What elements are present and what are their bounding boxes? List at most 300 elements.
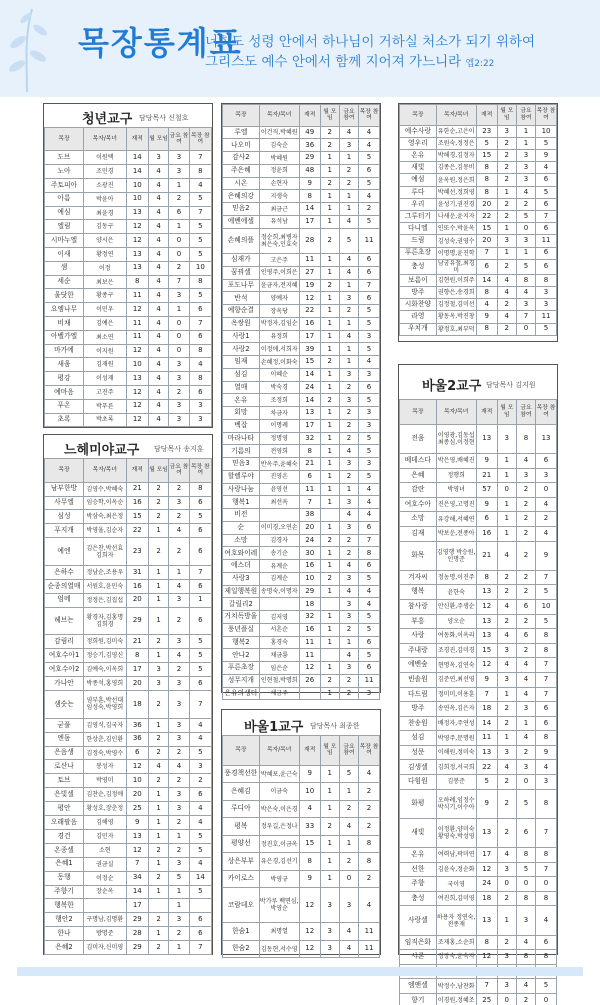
cell-monthly: 3 [497, 125, 516, 137]
table-row [223, 266, 380, 279]
cell-friday: 0 [169, 330, 189, 344]
cell-monthly: 1 [320, 585, 339, 598]
cell-group: 비전 [223, 509, 260, 522]
table-row [400, 993, 557, 1005]
cell-friday: 3 [339, 888, 358, 923]
table-row [223, 598, 380, 611]
cell-leader: 윤금자,전지혜 [259, 279, 299, 292]
cell-group-attend: 8 [359, 853, 380, 871]
cell-leader: 이미경,오연손 [259, 521, 299, 534]
cell-enrolled: 15 [299, 835, 320, 853]
cell-leader: 이성재 [83, 372, 126, 386]
cell-monthly: 1 [148, 927, 168, 941]
cell-group: 샘숫는 [45, 691, 84, 719]
section-right-continued [398, 103, 558, 342]
column-header: 재적 [126, 128, 148, 151]
table-row [400, 818, 557, 847]
cell-enrolled: 13 [126, 372, 148, 386]
cell-group-attend: 6 [189, 538, 211, 566]
cell-friday: 2 [169, 774, 189, 788]
cell-group: 새빛 [400, 818, 437, 847]
cell-monthly: 1 [320, 266, 339, 279]
cell-monthly: 1 [320, 458, 339, 471]
cell-group-attend: 3 [359, 458, 380, 471]
cell-enrolled: 9 [476, 454, 497, 469]
cell-friday: 3 [169, 496, 189, 510]
leaf-branch-icon [2, 4, 52, 94]
cell-group-attend: 7 [359, 279, 380, 292]
cell-enrolled: 30 [299, 547, 320, 560]
cell-group-attend: 6 [189, 524, 211, 538]
cell-group-attend: 3 [359, 407, 380, 420]
section-title: 바울2교구 [422, 379, 482, 394]
cell-group-attend: 4 [536, 526, 557, 541]
cell-monthly: 4 [497, 541, 516, 570]
cell-group: 예엔 [45, 538, 84, 566]
cell-leader: 김현원,이희주 [436, 274, 476, 286]
column-header: 목장 참여 [189, 128, 211, 151]
cell-monthly: 1 [320, 611, 339, 624]
cell-leader: 양시은 [83, 234, 126, 248]
cell-monthly: 3 [497, 235, 516, 247]
cell-group-attend: 7 [189, 941, 211, 955]
cell-friday: 3 [169, 802, 189, 816]
cell-friday: 3 [516, 906, 535, 935]
cell-enrolled: 20 [476, 198, 497, 210]
cell-enrolled: 31 [126, 565, 148, 579]
table-row [223, 330, 380, 343]
cell-enrolled: 38 [299, 509, 320, 522]
cell-enrolled: 10 [126, 179, 148, 193]
cell-friday: 2 [169, 538, 189, 566]
cell-enrolled: 26 [299, 674, 320, 687]
cell-monthly [320, 649, 339, 662]
cell-group: 안나2 [223, 649, 260, 662]
cell-group: 은빛셀 [45, 788, 84, 802]
cell-monthly: 1 [497, 247, 516, 259]
cell-leader: 장순옥 [83, 885, 126, 899]
table-row [400, 454, 557, 469]
cell-friday: 3 [516, 174, 535, 186]
cell-group-attend: 5 [189, 289, 211, 303]
header-banner [0, 0, 600, 97]
cell-monthly: 2 [320, 139, 339, 152]
cell-group: 엠앤셀 [400, 979, 437, 994]
cell-leader: 배정자,주연성 [436, 716, 476, 731]
cell-enrolled: 11 [299, 636, 320, 649]
cell-leader: 정장숙,윤숙자 [436, 950, 476, 965]
stats-table [44, 127, 212, 427]
cell-enrolled: 12 [126, 386, 148, 400]
cell-group: 노아 [45, 165, 84, 179]
cell-group: 엔돔 [45, 732, 84, 746]
cell-friday: 3 [169, 289, 189, 303]
cell-enrolled: 8 [476, 323, 497, 335]
table-row [45, 206, 212, 220]
cell-monthly: 1 [320, 835, 339, 853]
cell-friday: 1 [339, 152, 358, 165]
table-row [400, 198, 557, 210]
cell-leader: 봉성자 [83, 760, 126, 774]
cell-enrolled: 15 [299, 356, 320, 369]
cell-friday: 4 [339, 126, 358, 139]
cell-leader: 현명옥,김연숙 [436, 658, 476, 673]
cell-group: 초록 [45, 413, 84, 427]
cell-leader: 유강해,서혜연 [436, 512, 476, 527]
cell-monthly: 3 [320, 888, 339, 923]
cell-enrolled: 29 [126, 913, 148, 927]
cell-monthly: 2 [320, 177, 339, 190]
cell-friday: 3 [516, 162, 535, 174]
cell-group: 나오미 [223, 139, 260, 152]
cell-friday: 3 [339, 572, 358, 585]
cell-leader: 하용자 정연숙,전종재 [436, 906, 476, 935]
table-row [45, 165, 212, 179]
cell-group: 예섬 [400, 174, 437, 186]
column-header: 목자/목녀 [436, 400, 476, 425]
cell-enrolled: 24 [299, 534, 320, 547]
column-header: 목자/목녀 [83, 459, 126, 483]
table-header-row [223, 105, 380, 127]
cell-enrolled: 14 [476, 716, 497, 731]
cell-enrolled: 13 [476, 424, 497, 453]
column-header: 목장 참여 [536, 400, 557, 425]
table-row [400, 731, 557, 746]
table-row [223, 177, 380, 190]
cell-group: 전움 [400, 424, 437, 453]
cell-leader: 정진호,이금옥 [259, 835, 299, 853]
cell-group-attend: 8 [189, 344, 211, 358]
cell-enrolled: 12 [299, 923, 320, 941]
cell-friday: 1 [516, 716, 535, 731]
cell-group: 포도나무 [223, 279, 260, 292]
cell-leader: 조원숙,정정은 [436, 137, 476, 149]
table-row [45, 538, 212, 566]
column-header: 재적 [299, 736, 320, 766]
cell-group: 여호수아2 [45, 663, 84, 677]
table-row [400, 614, 557, 629]
table-header-row [223, 736, 380, 766]
cell-enrolled: 13 [126, 248, 148, 262]
cell-group-attend: 8 [189, 165, 211, 179]
cell-enrolled: 12 [299, 662, 320, 675]
table-row [400, 526, 557, 541]
cell-leader: 박가루 백면심,박영순 [259, 888, 299, 923]
cell-monthly: 4 [148, 289, 168, 303]
cell-group: 섬김 [223, 368, 260, 381]
table-row [223, 458, 380, 471]
cell-leader: 박혜원 [259, 152, 299, 165]
cell-group-attend: 8 [189, 372, 211, 386]
cell-group-attend: 10 [536, 599, 557, 614]
table-row [400, 299, 557, 311]
cell-enrolled: 12 [299, 940, 320, 958]
cell-group: 한숨1 [223, 923, 260, 941]
cell-leader: 정남순,조용우 [83, 565, 126, 579]
column-header: 금요 참여 [516, 400, 535, 425]
cell-friday: 4 [339, 445, 358, 458]
cell-enrolled: 13 [476, 745, 497, 760]
cell-enrolled: 29 [299, 152, 320, 165]
cell-monthly: 4 [148, 275, 168, 289]
cell-group: 예향순결 [223, 305, 260, 318]
cell-group: 성문 [400, 745, 437, 760]
cell-leader: 이영광,김동섭 최종심,이정현 [436, 424, 476, 453]
cell-monthly: 4 [148, 358, 168, 372]
cell-leader: 권향은,송경희 [436, 286, 476, 298]
cell-group-attend: 3 [536, 299, 557, 311]
cell-monthly: 2 [148, 635, 168, 649]
table-row [45, 192, 212, 206]
cell-group-attend: 5 [359, 470, 380, 483]
cell-group-attend: 4 [359, 483, 380, 496]
cell-group: 거치독방울 [223, 611, 260, 624]
cell-group-attend: 8 [359, 835, 380, 853]
cell-enrolled: 7 [299, 496, 320, 509]
cell-enrolled: 32 [299, 432, 320, 445]
cell-friday: 0 [169, 344, 189, 358]
table-row [223, 279, 380, 292]
column-header: 목장 [400, 105, 437, 126]
cell-monthly: 1 [320, 152, 339, 165]
cell-group-attend: 5 [359, 215, 380, 228]
cell-group: 평강 [45, 372, 84, 386]
cell-friday: 5 [516, 259, 535, 274]
table-row [45, 663, 212, 677]
cell-group: 참사랑 [400, 599, 437, 614]
cell-group: 마가에 [45, 344, 84, 358]
cell-leader: 여력남,곽미연 [436, 848, 476, 863]
cell-group-attend: 5 [359, 611, 380, 624]
cell-friday: 0 [516, 775, 535, 790]
cell-enrolled: 13 [476, 614, 497, 629]
cell-group: 풍경책선한 [223, 765, 260, 783]
table-row [223, 305, 380, 318]
table-row [400, 672, 557, 687]
cell-enrolled: 20 [299, 521, 320, 534]
table-row [223, 356, 380, 369]
cell-leader: 이명례 [259, 419, 299, 432]
cell-enrolled: 10 [126, 358, 148, 372]
cell-friday: 8 [516, 848, 535, 863]
cell-group: 순종의열매 [45, 579, 84, 593]
cell-friday: 4 [516, 186, 535, 198]
cell-monthly: 1 [320, 521, 339, 534]
stats-table [44, 458, 212, 955]
cell-monthly: 2 [497, 935, 516, 950]
cell-friday: 3 [169, 399, 189, 413]
cell-group-attend: 6 [189, 677, 211, 691]
cell-friday: 2 [339, 177, 358, 190]
cell-group-attend: 5 [536, 979, 557, 994]
cell-monthly: 2 [497, 585, 516, 600]
table-row [400, 643, 557, 658]
cell-enrolled: 13 [126, 829, 148, 843]
cell-enrolled: 29 [299, 585, 320, 598]
cell-friday: 3 [339, 394, 358, 407]
cell-leader: 지생숙 [259, 190, 299, 203]
table-row [223, 432, 380, 445]
cell-leader: 유은경,김선기 [259, 853, 299, 871]
cell-monthly: 4 [497, 599, 516, 614]
cell-group: 은음생 [45, 746, 84, 760]
cell-group: 예마음 [45, 386, 84, 400]
cell-leader: 한상춘,김인환 [83, 732, 126, 746]
cell-monthly: 1 [320, 203, 339, 216]
cell-monthly: 2 [497, 614, 516, 629]
verse-text [205, 32, 535, 74]
cell-friday: 2 [339, 534, 358, 547]
cell-friday: 3 [169, 857, 189, 871]
cell-group-attend: 4 [189, 802, 211, 816]
cell-group-attend: 5 [189, 220, 211, 234]
cell-friday: 2 [516, 993, 535, 1005]
cell-group-attend: 6 [536, 198, 557, 210]
cell-leader: 김찬순,김정애 [83, 788, 126, 802]
cell-enrolled: 13 [476, 585, 497, 600]
cell-friday: 1 [169, 941, 189, 955]
cell-monthly: 2 [148, 774, 168, 788]
cell-group-attend: 3 [189, 760, 211, 774]
cell-monthly: 2 [320, 394, 339, 407]
cell-leader: 송명숙,이명자 [259, 585, 299, 598]
table-row [45, 565, 212, 579]
table-row [223, 623, 380, 636]
cell-friday: 3 [169, 732, 189, 746]
cell-leader: 고은주 [259, 254, 299, 267]
cell-friday: 0 [169, 234, 189, 248]
cell-friday: 1 [339, 783, 358, 801]
cell-leader: 소광진 [83, 179, 126, 193]
cell-group-attend: 6 [536, 223, 557, 235]
cell-leader: 박영녀 [436, 483, 476, 498]
cell-friday: 2 [516, 570, 535, 585]
cell-monthly: 3 [497, 979, 516, 994]
cell-leader: 송기순 [259, 547, 299, 560]
cell-enrolled: 17 [476, 848, 497, 863]
cell-friday: 3 [339, 139, 358, 152]
cell-friday: 0 [169, 248, 189, 262]
cell-monthly: 1 [320, 765, 339, 783]
cell-group: 은하수 [45, 565, 84, 579]
cell-group-attend: 7 [536, 658, 557, 673]
cell-monthly: 1 [148, 718, 168, 732]
cell-group-attend: 5 [189, 746, 211, 760]
cell-leader: 김은찬,박선효 김희자 [83, 538, 126, 566]
cell-leader: 박해경,김정자 [436, 150, 476, 162]
cell-enrolled: 13 [476, 906, 497, 935]
cell-leader: 남궁유철,최경미 [437, 259, 475, 274]
cell-leader: 나새운,윤지자 [436, 211, 476, 223]
cell-friday: 2 [339, 853, 358, 871]
cell-friday: 2 [516, 643, 535, 658]
cell-group: 에수사랑 [400, 125, 437, 137]
cell-group: 평복 [223, 818, 260, 836]
cell-leader: 박혜포,윤근숙 [259, 765, 299, 783]
cell-group-attend: 4 [536, 906, 557, 935]
cell-enrolled: 24 [476, 877, 497, 892]
table-row [400, 935, 557, 950]
cell-friday: 2 [516, 585, 535, 600]
cell-friday: 2 [169, 843, 189, 857]
cell-enrolled: 9 [299, 870, 320, 888]
cell-monthly: 1 [320, 687, 339, 700]
cell-group-attend: 4 [359, 190, 380, 203]
cell-leader: 이혜순 [259, 368, 299, 381]
table-row [400, 745, 557, 760]
cell-monthly: 2 [148, 482, 168, 496]
cell-monthly: 4 [148, 399, 168, 413]
cell-friday: 3 [169, 165, 189, 179]
cell-leader: 양예자 [259, 292, 299, 305]
cell-enrolled: 17 [299, 330, 320, 343]
cell-monthly: 2 [497, 818, 516, 847]
cell-leader: 김봉준 [436, 775, 476, 790]
cell-enrolled: 14 [476, 274, 497, 286]
table-row [45, 816, 212, 830]
cell-group: 푸른초장 [400, 247, 437, 259]
cell-enrolled: 22 [299, 305, 320, 318]
cell-group-attend: 11 [536, 311, 557, 323]
cell-group-attend: 6 [189, 386, 211, 400]
cell-enrolled: 21 [126, 482, 148, 496]
cell-monthly: 1 [320, 407, 339, 420]
cell-friday: 6 [516, 818, 535, 847]
table-row [45, 899, 212, 913]
cell-group: 방주 [400, 286, 437, 298]
cell-group-attend: 2 [359, 783, 380, 801]
cell-friday: 4 [516, 658, 535, 673]
cell-enrolled: 12 [126, 843, 148, 857]
verse-reference: 엡2:22 [465, 59, 495, 69]
table-row [45, 607, 212, 635]
cell-leader: 김정숙,박영수 [83, 746, 126, 760]
table-row [400, 789, 557, 818]
cell-group: 사랑 [400, 629, 437, 644]
column-header: 재적 [299, 105, 320, 127]
cell-group: 섬김 [400, 731, 437, 746]
table-row [223, 611, 380, 624]
table-header-row [45, 459, 212, 483]
cell-group: 임직은화 [400, 935, 437, 950]
cell-friday: 2 [169, 607, 189, 635]
cell-monthly: 1 [320, 164, 339, 177]
cell-enrolled: 16 [476, 526, 497, 541]
footer-bar [17, 967, 583, 976]
cell-monthly: 1 [320, 547, 339, 560]
cell-friday: 5 [516, 789, 535, 818]
cell-enrolled: 15 [476, 223, 497, 235]
cell-group-attend: 5 [359, 343, 380, 356]
cell-monthly: 4 [148, 179, 168, 193]
cell-monthly: 1 [320, 432, 339, 445]
cell-group-attend: 8 [189, 482, 211, 496]
cell-enrolled: 7 [476, 687, 497, 702]
stats-table [399, 399, 557, 1005]
cell-monthly: 3 [497, 643, 516, 658]
cell-monthly: 1 [320, 623, 339, 636]
cell-group: 도브 [45, 151, 84, 165]
table-row [223, 818, 380, 836]
table-row [400, 950, 557, 965]
cell-group: 평안 [45, 802, 84, 816]
cell-leader: 이건직,박혜원 [259, 126, 299, 139]
cell-monthly: 1 [497, 512, 516, 527]
table-row [400, 716, 557, 731]
cell-friday: 2 [339, 547, 358, 560]
cell-enrolled: 21 [476, 468, 497, 483]
table-row [45, 691, 212, 719]
